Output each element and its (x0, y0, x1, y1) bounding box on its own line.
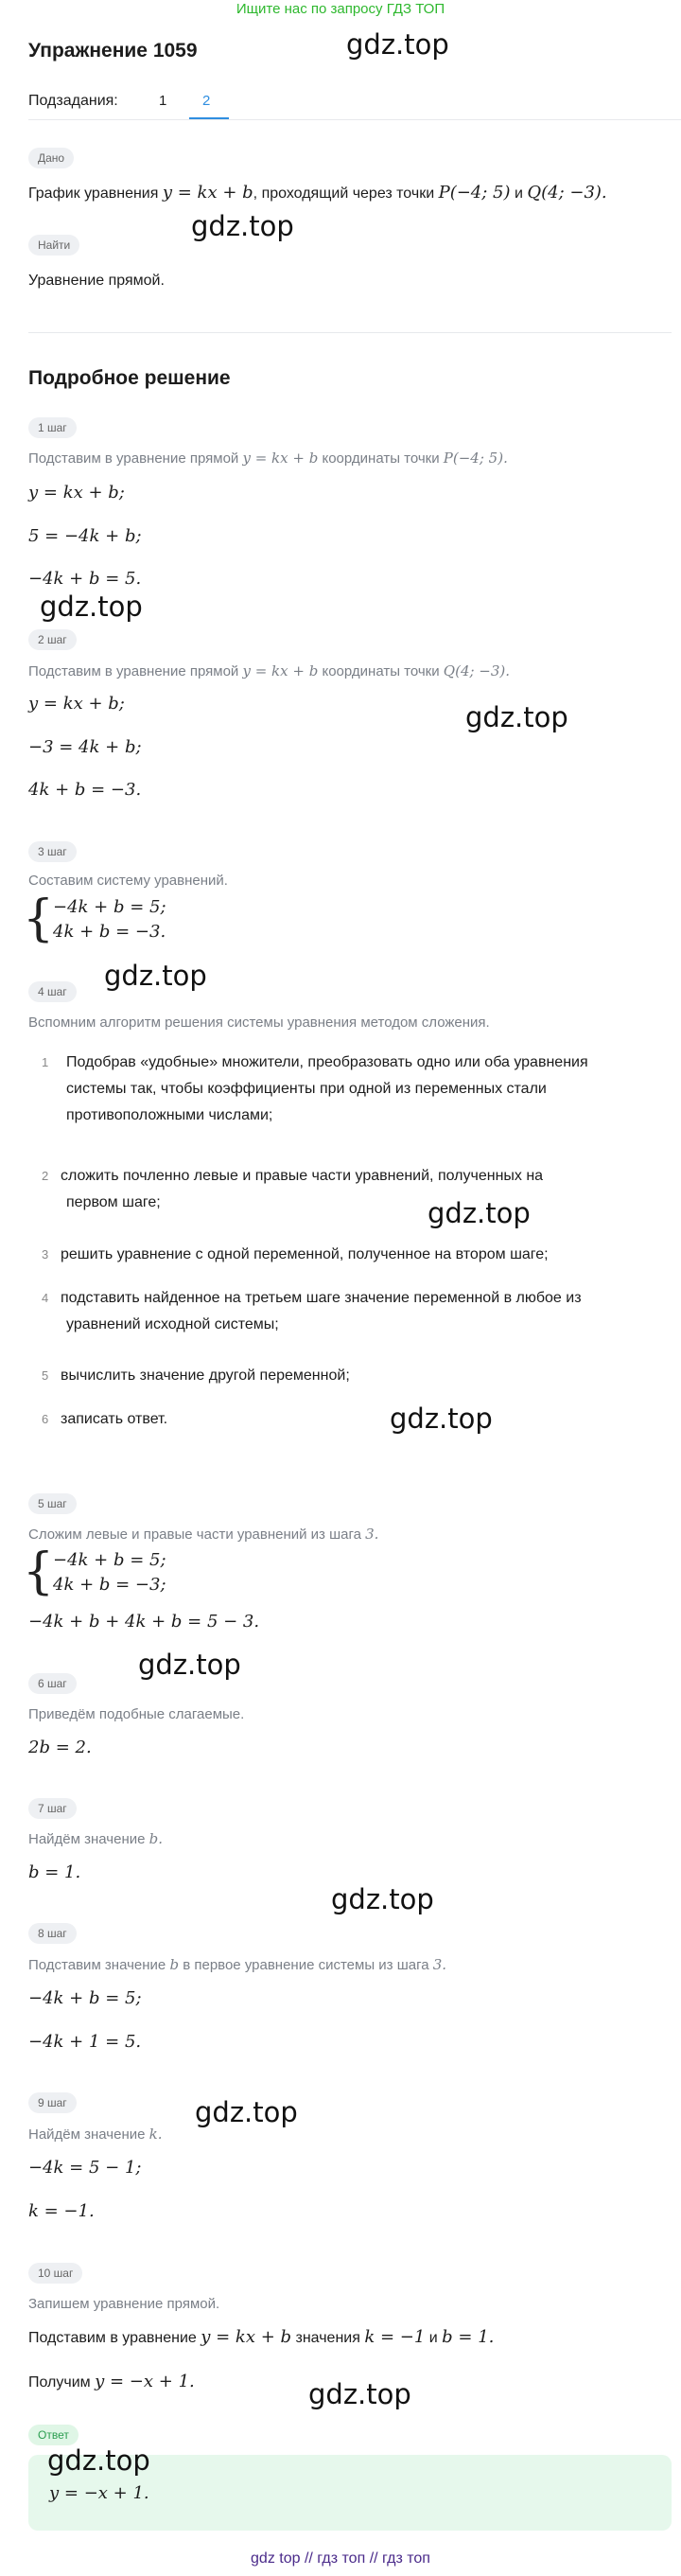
step-1-desc-text: Подставим в уравнение прямой (28, 450, 239, 467)
step-1-tag: 1 шаг (28, 417, 77, 438)
step-10-tag: 10 шаг (28, 2263, 82, 2284)
step-8-desc-step-number: 3. (432, 1956, 447, 1973)
algorithm-item-line: решить уравнение с одной переменной, полученное на втором шаге; (61, 1246, 549, 1262)
step-8-desc-text: Подставим значение (28, 1957, 166, 1973)
step-3-desc: Составим систему уравнений. (28, 873, 228, 889)
step-1-desc-equation: y = kx + b (242, 450, 319, 467)
algorithm-item-number: 1 (42, 1055, 49, 1069)
tab-subtask-2[interactable]: 2 (202, 93, 211, 109)
step-10-substitute-text: Подставим в уравнение (28, 2330, 197, 2346)
step-5-desc-text: Сложим левые и правые части уравнений из шага (28, 1526, 361, 1543)
algorithm-item-1 (66, 1050, 681, 1128)
algorithm-item-line: сложить почленно левые и правые части уравнений, полученных на (61, 1168, 544, 1184)
algorithm-item-number: 3 (42, 1247, 49, 1262)
step-8-tag: 8 шаг (28, 1923, 77, 1944)
algorithm-item-6 (61, 1407, 675, 1432)
given-and: и (514, 185, 523, 202)
watermark-logo: gdz.top (191, 210, 294, 242)
step-2-desc-text: Подставим в уравнение прямой (28, 663, 239, 679)
step-3-system-eq-2: 4k + b = −3. (53, 922, 166, 942)
step-2-desc-equation: y = kx + b (242, 662, 319, 679)
step-5-tag: 5 шаг (28, 1493, 77, 1514)
step-10-result-equation: y = −x + 1. (95, 2372, 195, 2391)
watermark-logo: gdz.top (47, 2444, 150, 2477)
algorithm-item-line: вычислить значение другой переменной; (61, 1367, 350, 1384)
step-3-tag: 3 шаг (28, 841, 77, 862)
algorithm-item-4 (61, 1286, 675, 1337)
divider (28, 332, 672, 333)
step-10-value-b: b = 1. (442, 2327, 495, 2347)
step-10-substitute-equation: y = kx + b (201, 2327, 292, 2347)
system-brace: { (23, 891, 55, 947)
step-2-line-3: 4k + b = −3. (28, 780, 142, 800)
step-10-and: и (428, 2330, 438, 2346)
algorithm-item-number: 4 (42, 1291, 49, 1305)
subtasks-label: Подзадания: (28, 93, 118, 109)
step-1-line-3: −4k + b = 5. (28, 569, 142, 589)
step-2-desc-point: Q(4; −3). (443, 662, 511, 679)
algorithm-item-3 (61, 1243, 675, 1267)
step-10-desc: Запишем уравнение прямой. (28, 2296, 220, 2312)
step-1-desc-text-b: координаты точки (322, 450, 440, 467)
step-10-value-k: k = −1 (364, 2327, 426, 2347)
step-7-tag: 7 шаг (28, 1798, 77, 1819)
step-2-line-1: y = kx + b; (28, 694, 125, 714)
step-2-line-2: −3 = 4k + b; (28, 737, 142, 757)
step-10-result-text: Получим (28, 2374, 91, 2391)
given-tag: Дано (28, 148, 74, 168)
step-7-line: b = 1. (28, 1862, 81, 1882)
algorithm-item-line: первом шаге; (66, 1194, 161, 1210)
step-2-desc (28, 662, 510, 679)
watermark-logo: gdz.top (40, 591, 143, 623)
given-point-q: Q(4; −3). (527, 183, 607, 203)
step-4-tag: 4 шаг (28, 981, 77, 1002)
watermark-logo: gdz.top (138, 1649, 241, 1681)
footer-links[interactable]: gdz top // гдз топ // гдз топ (251, 2550, 430, 2567)
step-9-desc (28, 2126, 163, 2143)
algorithm-item-number: 2 (42, 1169, 49, 1183)
algorithm-item-2 (61, 1164, 675, 1215)
step-5-system-eq-1: −4k + b = 5; (53, 1550, 166, 1570)
step-7-desc-variable: b. (148, 1830, 164, 1847)
watermark-logo: gdz.top (390, 1403, 493, 1435)
algorithm-item-line: противоположными числами; (66, 1107, 273, 1123)
given-text (28, 183, 607, 203)
step-9-desc-variable: k. (148, 2126, 163, 2143)
page-title: Упражнение 1059 (28, 40, 198, 62)
step-6-line: 2b = 2. (28, 1738, 92, 1757)
watermark-logo: gdz.top (346, 28, 449, 61)
step-1-desc-point: P(−4; 5). (443, 450, 508, 467)
algorithm-item-line: записать ответ. (61, 1411, 168, 1427)
step-5-desc-step-number: 3. (365, 1526, 379, 1543)
step-6-tag: 6 шаг (28, 1673, 77, 1694)
step-10-result (28, 2372, 195, 2391)
tab-subtask-1[interactable]: 1 (159, 93, 167, 109)
step-7-desc (28, 1830, 163, 1847)
step-9-tag: 9 шаг (28, 2092, 77, 2113)
watermark-logo: gdz.top (308, 2378, 411, 2410)
answer-tag: Ответ (28, 2425, 79, 2445)
step-8-line-2: −4k + 1 = 5. (28, 2032, 142, 2052)
algorithm-item-line: Подобрав «удобные» множители, преобразовать одно или оба уравнения (66, 1054, 588, 1070)
step-8-desc-text-b: в первое уравнение системы из шага (183, 1957, 429, 1973)
given-text-mid: , проходящий через точки (253, 185, 435, 202)
watermark-logo: gdz.top (428, 1197, 531, 1229)
search-banner[interactable]: Ищите нас по запросу ГДЗ ТОП (236, 1, 445, 17)
step-4-desc: Вспомним алгоритм решения системы уравнения методом сложения. (28, 1015, 490, 1031)
step-10-substitute-text-b: значения (295, 2330, 360, 2346)
step-1-desc (28, 450, 508, 467)
algorithm-item-line: подставить найденное на третьем шаге значение переменной в любое из (61, 1290, 582, 1306)
given-point-p: P(−4; 5) (438, 183, 511, 203)
step-6-desc: Приведём подобные слагаемые. (28, 1706, 245, 1722)
step-2-desc-text-b: координаты точки (322, 663, 440, 679)
divider (28, 119, 681, 120)
step-3-system-eq-1: −4k + b = 5; (53, 897, 166, 917)
watermark-logo: gdz.top (331, 1883, 434, 1915)
step-8-desc (28, 1956, 446, 1973)
step-1-line-1: y = kx + b; (28, 483, 125, 503)
step-9-line-1: −4k = 5 − 1; (28, 2158, 142, 2178)
algorithm-item-line: уравнений исходной системы; (66, 1316, 279, 1332)
find-tag: Найти (28, 235, 79, 256)
step-5-desc (28, 1526, 378, 1543)
step-5-line: −4k + b + 4k + b = 5 − 3. (28, 1612, 260, 1632)
step-8-line-1: −4k + b = 5; (28, 1988, 142, 2008)
watermark-logo: gdz.top (104, 960, 207, 992)
step-9-desc-text: Найдём значение (28, 2126, 146, 2143)
watermark-logo: gdz.top (465, 701, 568, 733)
find-text: Уравнение прямой. (28, 273, 165, 289)
step-10-substitute (28, 2327, 494, 2347)
given-text-before: График уравнения (28, 185, 159, 202)
step-5-system-eq-2: 4k + b = −3; (53, 1575, 166, 1595)
step-8-desc-variable: b (169, 1956, 180, 1973)
algorithm-item-number: 6 (42, 1412, 49, 1426)
step-1-line-2: 5 = −4k + b; (28, 526, 142, 546)
watermark-logo: gdz.top (195, 2096, 298, 2128)
algorithm-item-line: системы так, чтобы коэффициенты при одной из переменных стали (66, 1081, 547, 1097)
step-9-line-2: k = −1. (28, 2201, 95, 2221)
step-2-tag: 2 шаг (28, 629, 77, 650)
step-7-desc-text: Найдём значение (28, 1831, 146, 1847)
system-brace: { (23, 1544, 55, 1600)
solution-title: Подробное решение (28, 367, 231, 389)
algorithm-item-5 (61, 1364, 675, 1388)
algorithm-item-number: 5 (42, 1368, 49, 1383)
answer-equation: y = −x + 1. (49, 2483, 149, 2503)
given-equation: y = kx + b (162, 183, 253, 203)
